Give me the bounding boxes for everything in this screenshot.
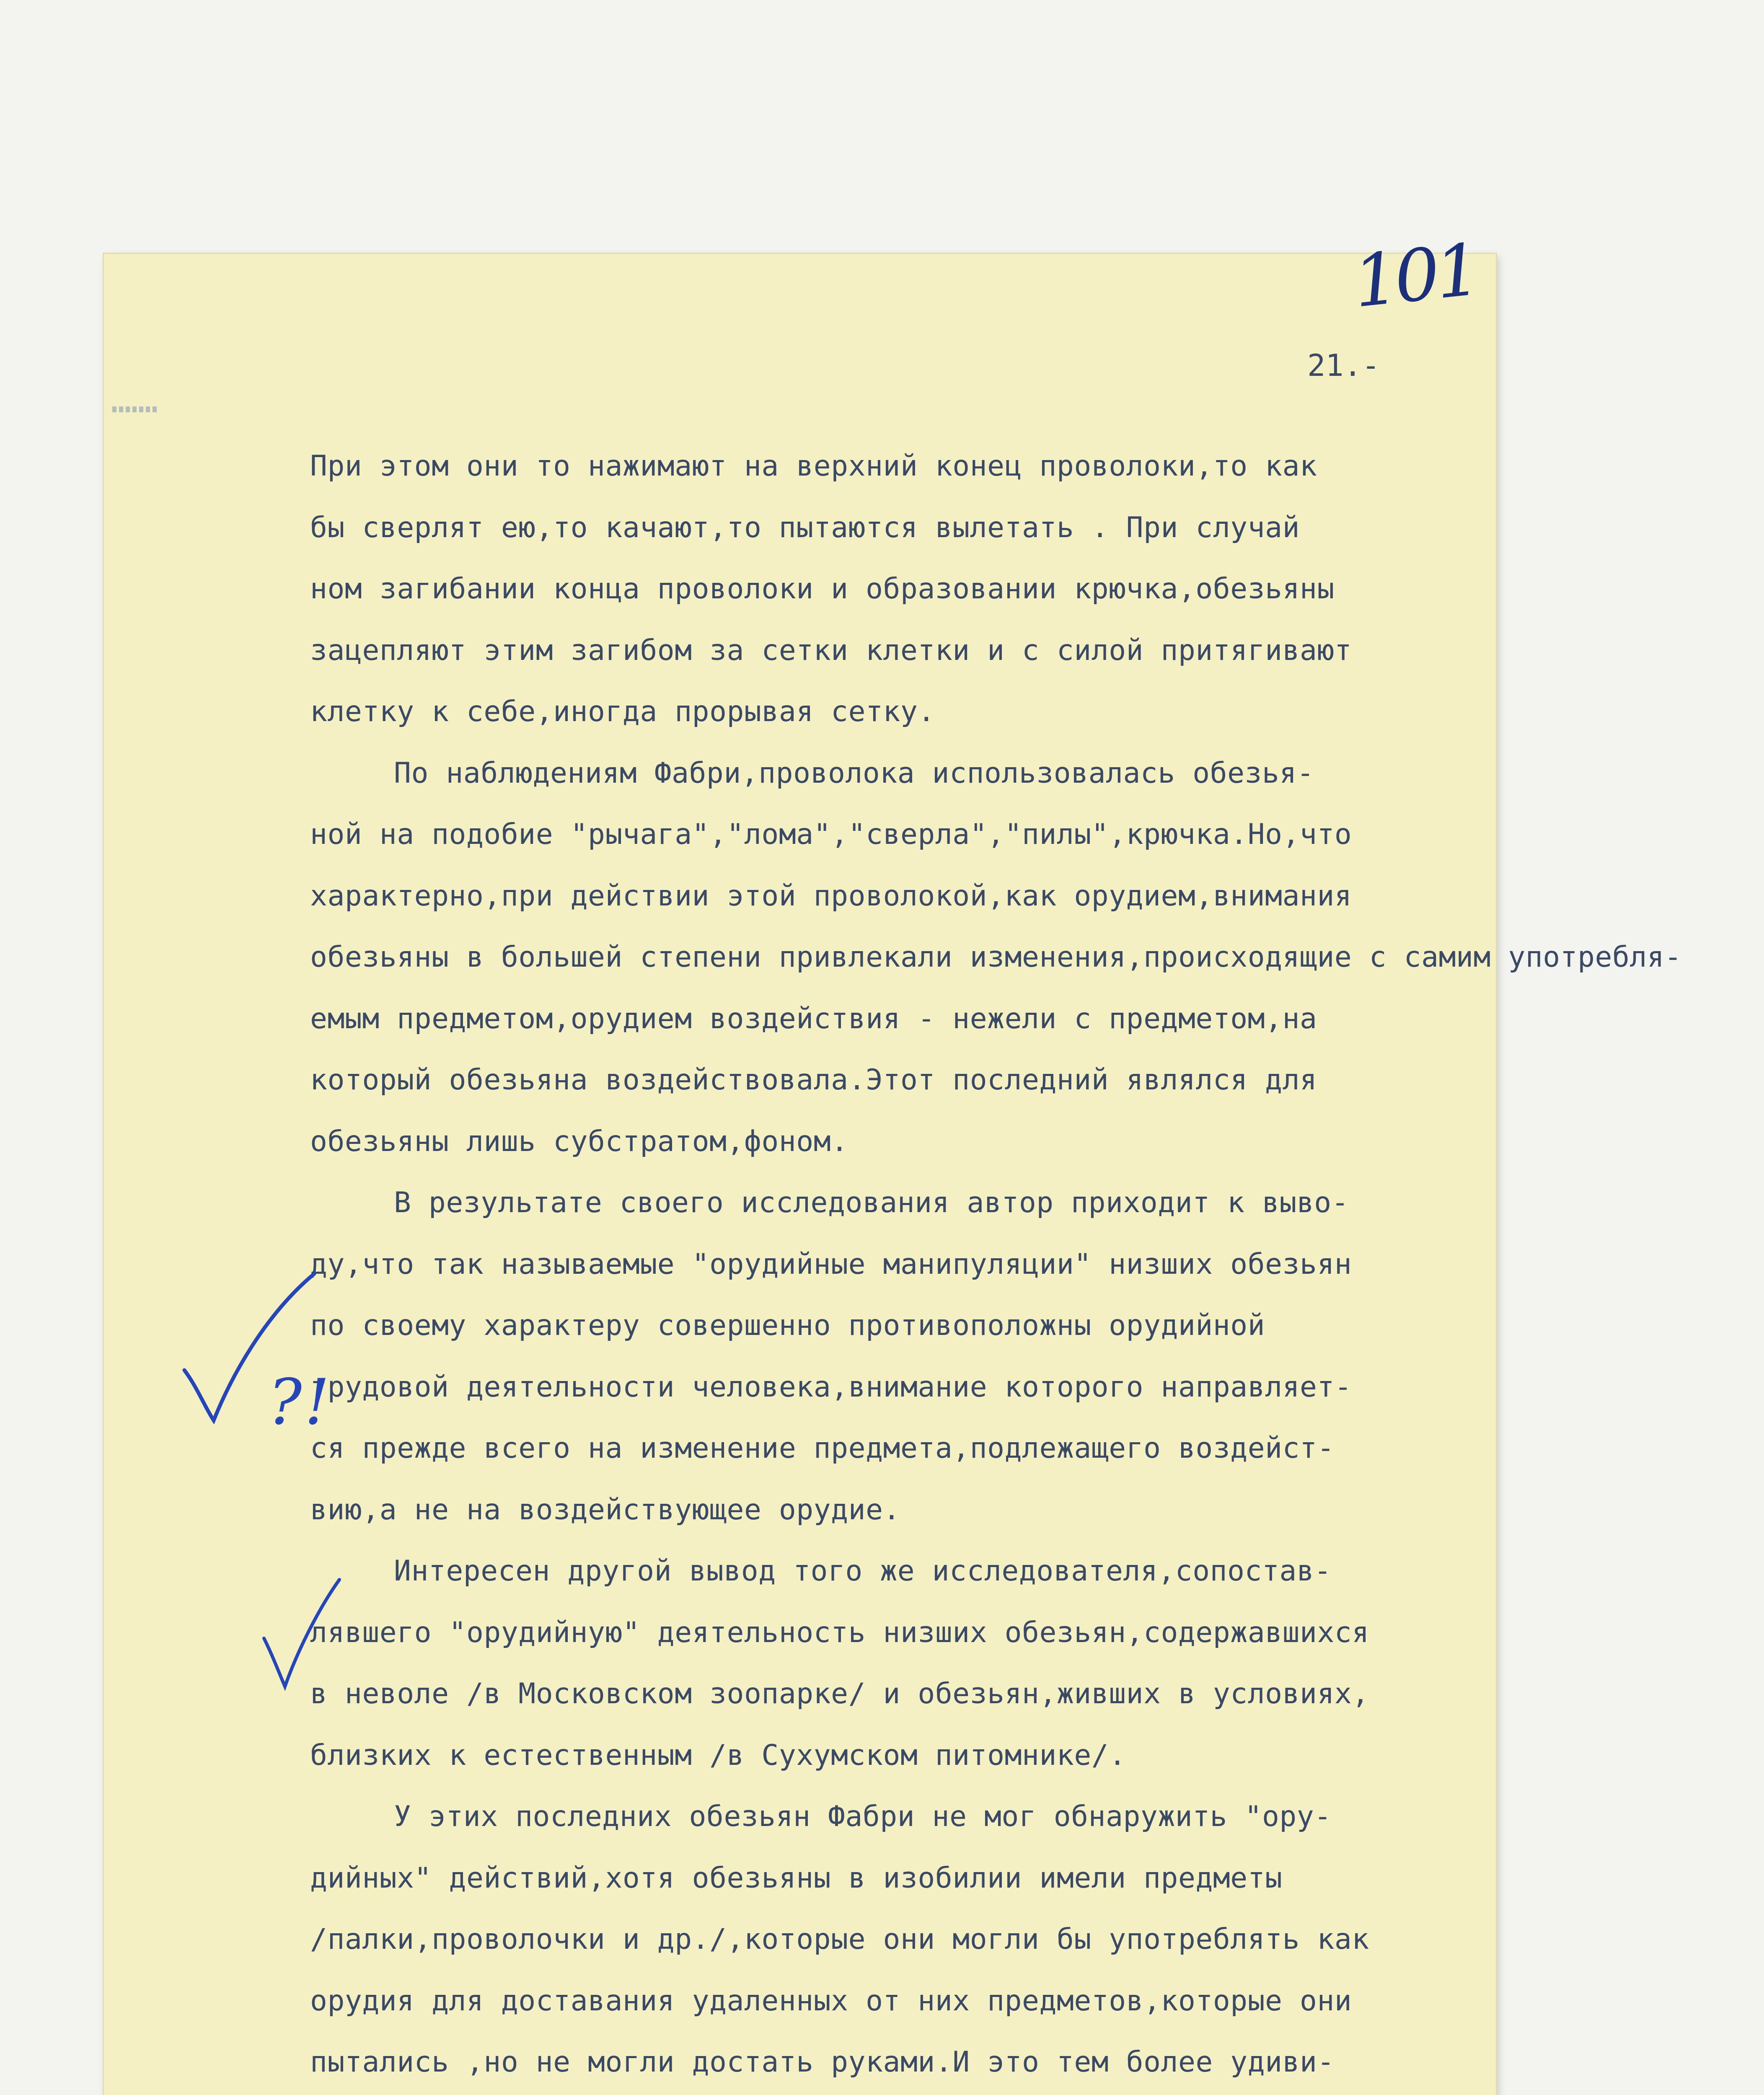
archive-folio-number: 101 [1349, 228, 1481, 324]
text-line: бы сверлят ею,то качают,то пытаются вылетать . При случай [310, 511, 1300, 544]
text-line: При этом они то нажимают на верхний конец проволоки,то как [310, 450, 1317, 483]
text-line: ной на подобие "рычага","лома","сверла","пилы",крючка.Но,что [310, 818, 1352, 851]
text-line: дийных" действий,хотя обезьяны в изобилии имели предметы [310, 1861, 1283, 1895]
text-line: лявшего "орудийную" деятельность низших обезьян,содержавшихся [310, 1616, 1369, 1649]
text-line: по своему характеру совершенно противоположны орудийной [310, 1309, 1265, 1342]
text-line: ся прежде всего на изменение предмета,подлежащего воздейст- [310, 1432, 1335, 1465]
text-line: близких к естественным /в Сухумском питомнике/. [310, 1738, 1126, 1772]
text-line: емым предметом,орудием воздействия - нежели с предметом,на [310, 1002, 1317, 1035]
text-line: /палки,проволочки и др./,которые они могли бы употреблять как [310, 1923, 1369, 1956]
typescript-body [310, 436, 1682, 2095]
text-line: ду,что так называемые "орудийные манипуляции" низших обезьян [310, 1247, 1352, 1281]
text-line: У этих последних обезьян Фабри не мог обнаружить "ору- [394, 1800, 1332, 1833]
text-line: обезьяны в большей степени привлекали изменения,происходящие с самим употребля- [310, 941, 1682, 974]
text-line: пытались ,но не могли достать руками.И это тем более удиви- [310, 2046, 1335, 2079]
text-line: зацепляют этим загибом за сетки клетки и с силой притягивают [310, 634, 1352, 667]
page-number: 21.- [1307, 348, 1380, 383]
text-line: трудовой деятельности человека,внимание которого направляет- [310, 1370, 1352, 1404]
text-line: который обезьяна воздействовала.Этот последний являлся для [310, 1063, 1317, 1097]
margin-query-mark: ?! [268, 1366, 332, 1439]
text-line: ном загибании конца проволоки и образовании крючка,обезьяны [310, 572, 1335, 605]
binding-mark [112, 406, 159, 412]
text-line: По наблюдениям Фабри,проволока использовалась обезья- [394, 756, 1314, 790]
text-line: обезьяны лишь субстратом,фоном. [310, 1125, 848, 1158]
text-line: в неволе /в Московском зоопарке/ и обезьян,живших в условиях, [310, 1677, 1369, 1710]
text-line: клетку к себе,иногда прорывая сетку. [310, 695, 935, 728]
margin-checkmark-icon [260, 1575, 344, 1693]
text-line: орудия для доставания удаленных от них предметов,которые они [310, 1984, 1352, 2017]
text-line [310, 2093, 1483, 2095]
text-line: В результате своего исследования автор приходит к выво- [394, 1186, 1349, 1219]
text-line: вию,а не на воздействующее орудие. [310, 1493, 900, 1526]
text-line: характерно,при действии этой проволокой,как орудием,внимания [310, 879, 1352, 913]
text-line: Интересен другой вывод того же исследователя,сопостав- [394, 1554, 1332, 1588]
